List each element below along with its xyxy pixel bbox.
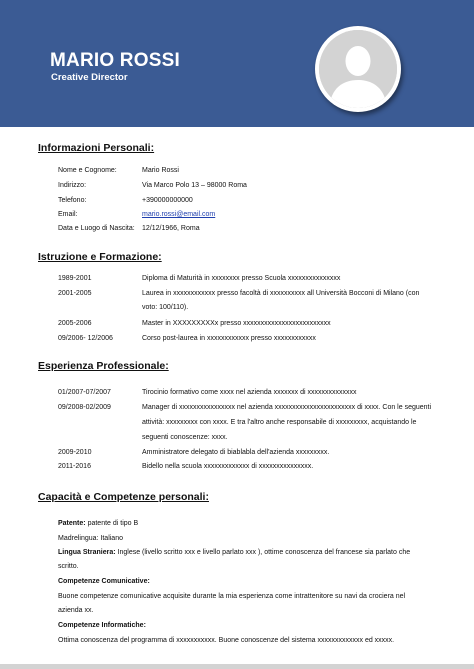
education-period: 09/2006- 12/2006: [58, 335, 113, 342]
experience-period: 01/2007-07/2007: [58, 389, 111, 396]
comunicative-line: Buone competenze comunicative acquisite durante la mia esperienza come intrattenitore su navi da crociera nel: [58, 593, 406, 600]
experience-line: Manager di xxxxxxxxxxxxxxxx nel azienda xxxxxxxxxxxxxxxxxxxxxxx di xxxx. Con le seguenti: [142, 404, 432, 411]
informatiche-line: Ottima conoscenza del programma di xxxxxxxxxxx. Buone conoscenze del sistema xxxxxxxxxxxxx ed xxxxx.: [58, 637, 395, 644]
section-title-education: Istruzione e Formazione:: [38, 251, 162, 263]
person-name: MARIO ROSSI: [50, 50, 180, 71]
comunicative-line: azienda xx.: [58, 607, 94, 614]
header-banner: [0, 0, 474, 127]
education-period: 2005-2006: [58, 320, 92, 327]
section-title-skills: Capacità e Competenze personali:: [38, 491, 209, 503]
informatiche-label: Competenze Informatiche:: [58, 622, 146, 629]
experience-line: seguenti conoscenze: xxxx.: [142, 434, 228, 441]
madrelingua-row: Madrelingua: Italiano: [58, 535, 123, 542]
patente-row: [58, 519, 138, 528]
personal-label: Data e Luogo di Nascita:: [58, 225, 135, 232]
experience-period: 09/2008-02/2009: [58, 404, 111, 411]
personal-value: Mario Rossi: [142, 167, 179, 174]
personal-label: Email:: [58, 211, 78, 218]
experience-line: Bidello nella scuola xxxxxxxxxxxxx di xxxxxxxxxxxxxxx.: [142, 463, 314, 470]
education-line: voto: 100/110).: [142, 304, 189, 311]
experience-line: attività: xxxxxxxxx con xxxx. E tra l'altro anche responsabile di xxxxxxxxx, acquistando le: [142, 419, 417, 426]
education-line: Laurea in xxxxxxxxxxxx presso facoltà di xxxxxxxxxx all Università Bocconi di Milano (con: [142, 290, 420, 297]
education-line: Corso post-laurea in xxxxxxxxxxxx presso xxxxxxxxxxxx: [142, 335, 316, 342]
education-line: Diploma di Maturità in xxxxxxxx presso Scuola xxxxxxxxxxxxxxx: [142, 275, 341, 282]
experience-line: Tirocinio formativo come xxxx nel azienda xxxxxxx di xxxxxxxxxxxxxx: [142, 389, 357, 396]
section-title-personal: Informazioni Personali:: [38, 142, 155, 154]
lingua-row: [58, 548, 410, 557]
section-title-experience: Esperienza Professionale:: [38, 360, 169, 372]
experience-period: 2011-2016: [58, 463, 91, 470]
lingua-label: Lingua Straniera:: [58, 549, 116, 556]
personal-value: +390000000000: [142, 197, 193, 204]
education-period: 2001-2005: [58, 290, 92, 297]
experience-period: 2009-2010: [58, 449, 92, 456]
lingua-value: Inglese (livello scritto xxx e livello parlato xxx ), ottime conoscenza del francese sia parlato che: [117, 549, 411, 556]
user-silhouette-icon: [319, 30, 397, 108]
patente-value: patente di tipo B: [87, 520, 139, 527]
personal-label: Indirizzo:: [58, 182, 87, 189]
person-role: Creative Director: [51, 72, 128, 83]
email-link[interactable]: mario.rossi@email.com: [142, 211, 216, 218]
personal-label: Nome e Cognome:: [58, 167, 117, 174]
patente-label: Patente:: [58, 520, 86, 527]
comunicative-label: Competenze Comunicative:: [58, 578, 150, 585]
education-line: Master in XXXXXXXXXx presso xxxxxxxxxxxxxxxxxxxxxxxxx: [142, 320, 331, 327]
footer-bar: [0, 664, 474, 669]
personal-label: Telefono:: [58, 197, 87, 204]
personal-value: Via Marco Polo 13 – 98000 Roma: [142, 182, 247, 189]
lingua-value-cont: scritto.: [58, 563, 79, 570]
education-period: 1989-2001: [58, 275, 92, 282]
personal-value: 12/12/1966, Roma: [142, 225, 200, 232]
avatar: [315, 26, 401, 112]
experience-line: Amministratore delegato di biablabla dell'azienda xxxxxxxxx.: [142, 449, 330, 456]
